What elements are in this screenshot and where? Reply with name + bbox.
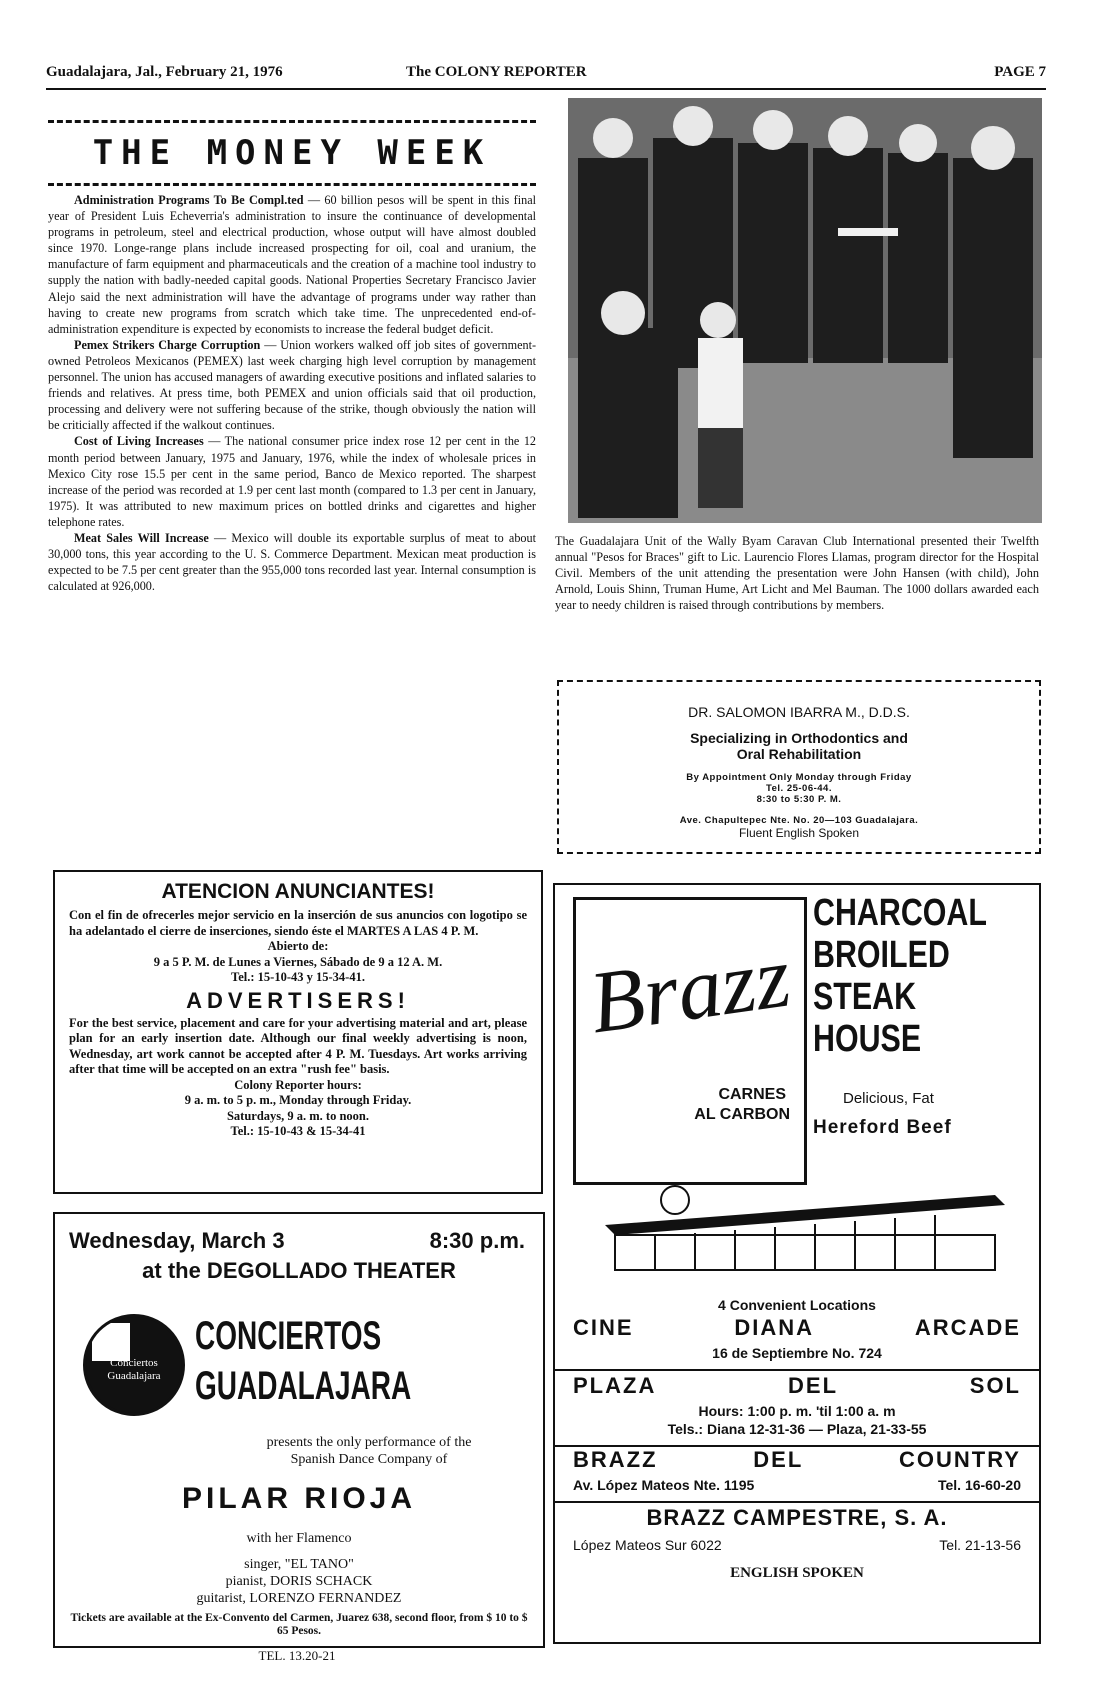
concert-org-line-1: CONCIERTOS bbox=[195, 1314, 382, 1358]
group-photo-illustration bbox=[568, 98, 1042, 523]
concert-singer: singer, "EL TANO" bbox=[244, 1557, 354, 1572]
brazz-plaza-tels: Tels.: Diana 12-31-36 — Plaza, 21-33-55 bbox=[667, 1421, 927, 1437]
brazz-location-plaza bbox=[555, 1373, 1039, 1399]
notice-title-es: ATENCION ANUNCIANTES! bbox=[161, 880, 435, 903]
money-week-text: — Mexico will double its exportable surplus of meat to about 30,000 tons, this year according to the U. S. Commerce Department. Mexican meat production is expected to be 7.5 per cent greater than the 955,000 tons recorded last year. Internal consumption is calculated at 926,000. bbox=[48, 530, 537, 594]
campestre-phone: Tel. 21-13-56 bbox=[939, 1537, 1021, 1553]
advertisers-notice bbox=[53, 870, 543, 1194]
money-week-text: — The national consumer price index rose 12 per cent in the 12 month period between January, 1975 and January, 1976, while the index of wholesale prices in Mexico City rose 15.5 per cent in the same period, Banco de Mexico reported. The sharpest increase of the period was recorded at 1.9 per cent last month (compared to 1.3 per cent in January, 1975). It was attributed to new maximum prices on bottled drinks and cigarettes and higher telephone rates. bbox=[48, 434, 537, 529]
concert-venue: at the DEGOLLADO THEATER bbox=[142, 1258, 456, 1283]
group-photo bbox=[568, 98, 1042, 523]
dentist-address: Ave. Chapultepec Nte. No. 20—103 Guadalajara. bbox=[679, 815, 919, 826]
notice-text-es: Con el fin de ofrecerles mejor servicio en la inserción de sus anuncios con logotipo se ha adelantado el cierre de inserciones, siendo éste el MARTES A LAS 4 P. M. bbox=[69, 908, 527, 938]
notice-title-en: ADVERTISERS! bbox=[186, 987, 410, 1013]
conciertos-logo-icon bbox=[83, 1314, 185, 1416]
notice-phone-es: Tel.: 15-10-43 y 15-34-41. bbox=[231, 970, 365, 984]
money-week-subhead: Cost of Living Increases bbox=[74, 434, 204, 449]
concert-time: 8:30 p.m. bbox=[429, 1228, 525, 1253]
location-word: CINE bbox=[573, 1315, 634, 1340]
brazz-tagline-2: Hereford Beef bbox=[813, 1117, 952, 1138]
notice-hours-saturday: Saturdays, 9 a. m. to noon. bbox=[226, 1108, 370, 1123]
dentist-appointment: By Appointment Only Monday through Friday bbox=[686, 772, 912, 783]
brazz-logo-icon bbox=[573, 897, 807, 1185]
location-word: BRAZZ bbox=[573, 1447, 658, 1472]
brazz-location-cine bbox=[555, 1315, 1039, 1341]
concert-guitarist: guitarist, LORENZO FERNANDEZ bbox=[196, 1591, 402, 1606]
country-phone: Tel. 16-60-20 bbox=[937, 1477, 1021, 1493]
money-week-article bbox=[48, 192, 536, 832]
location-word: SOL bbox=[969, 1373, 1021, 1398]
brazz-logo-sub-2: AL CARBON bbox=[694, 1106, 790, 1123]
money-week-text: — 60 billion pesos will be spent in this final year of President Luis Echeverria's administration to insure the continuance of developmental programs in petroleum, steel and electrical production, whose output will have almost doubled since 1970. Longe-range plans include increased prospecting for oil, coal and uranium, the manufacture of farm equipment and pharmaceuticals and the creation of a machine tool industry to supply the nation with badly-needed capital goods. National Properties Secretary Francisco Javier Alejo said the next administration will have the advantage of programs under way rather than having to create new programs from scratch which take time. The unprecedented end-of-administration expenditure is expected by economists to increase the federal budget deficit. bbox=[48, 193, 536, 336]
location-word: DEL bbox=[788, 1373, 839, 1398]
dentist-name: DR. SALOMON IBARRA M., D.D.S. bbox=[688, 704, 910, 720]
concert-date: Wednesday, March 3 bbox=[69, 1228, 285, 1253]
photo-caption: The Guadalajara Unit of the Wally Byam Caravan Club International presented their Twelfth annual "Pesos for Braces" gift to Lic. Laurencio Flores Llamas, program director for the Hospital Civil. Members of the unit attending the presentation were John Hansen (with child), John Arnold, Louis Shinn, Truman Hume, Art Licht and Mel Bauman. The 1000 dollars awarded each year to needy children is raised through contributions by members. bbox=[555, 534, 1039, 612]
location-word: COUNTRY bbox=[899, 1447, 1021, 1472]
location-word: PLAZA bbox=[573, 1373, 657, 1398]
notice-hours-es: 9 a 5 P. M. de Lunes a Viernes, Sábado de 9 a 12 A. M. bbox=[153, 954, 443, 969]
brazz-campestre: BRAZZ CAMPESTRE, S. A. bbox=[646, 1505, 948, 1530]
money-week-paragraph bbox=[48, 192, 536, 337]
concert-ad bbox=[53, 1212, 545, 1648]
logo-text-line-1: Conciertos bbox=[110, 1357, 158, 1369]
money-week-paragraph bbox=[48, 433, 536, 530]
money-week-subhead: Meat Sales Will Increase bbox=[74, 530, 209, 545]
masthead-dateline: Guadalajara, Jal., February 21, 1976 bbox=[46, 64, 283, 80]
brazz-cine-address: 16 de Septiembre No. 724 bbox=[712, 1345, 882, 1361]
brazz-headline-1: CHARCOAL bbox=[813, 892, 987, 934]
masthead-paper-name: The COLONY REPORTER bbox=[406, 64, 587, 80]
concert-presents-1: presents the only performance of the bbox=[266, 1435, 472, 1450]
dentist-hours: 8:30 to 5:30 P. M. bbox=[756, 794, 842, 805]
brazz-campestre-info bbox=[555, 1537, 1039, 1553]
brazz-ad bbox=[553, 883, 1041, 1644]
brazz-logo-name: Brazz bbox=[583, 928, 797, 1053]
country-address: Av. López Mateos Nte. 1195 bbox=[573, 1477, 755, 1493]
notice-hours-weekday: 9 a. m. to 5 p. m., Monday through Friday. bbox=[184, 1093, 412, 1107]
brazz-english-spoken: ENGLISH SPOKEN bbox=[730, 1565, 864, 1581]
dentist-phone: Tel. 25-06-44. bbox=[766, 783, 832, 794]
brazz-plaza-hours: Hours: 1:00 p. m. 'til 1:00 a. m bbox=[698, 1403, 896, 1419]
brazz-headline-2: BROILED bbox=[813, 934, 950, 976]
brazz-country-info bbox=[555, 1477, 1039, 1493]
money-week-subhead: Administration Programs To Be Compl.ted bbox=[74, 193, 304, 207]
location-word: ARCADE bbox=[914, 1315, 1021, 1340]
notice-hours-title: Colony Reporter hours: bbox=[234, 1077, 362, 1092]
money-week-title: THE MONEY WEEK bbox=[48, 120, 536, 186]
masthead-page-number: PAGE 7 bbox=[994, 64, 1046, 80]
money-week-paragraph bbox=[48, 530, 536, 594]
dentist-ad bbox=[557, 680, 1041, 854]
brazz-headline-4: HOUSE bbox=[813, 1018, 922, 1060]
masthead bbox=[46, 60, 1046, 90]
concert-tickets: Tickets are available at the Ex-Convento del Carmen, Juarez 638, second floor, from $ 10 to $ 65 Pesos. bbox=[70, 1612, 528, 1637]
brazz-tagline-1: Delicious, Fat bbox=[843, 1090, 934, 1107]
money-week-text: — Union workers walked off job sites of government-owned Petroleos Mexicanos (PEMEX) last week charging high level corruption by management personnel. The union has accused managers of awarding executive positions and inflated salaries to friends and relatives. At press time, both PEMEX and union officials said that oil production, processing and delivery were not suffering because of the strike, though obviously the nation will be criticially affected if the walkout continues. bbox=[48, 337, 537, 433]
dentist-language: Fluent English Spoken bbox=[738, 826, 860, 840]
campestre-address: López Mateos Sur 6022 bbox=[573, 1537, 722, 1553]
concert-pianist: pianist, DORIS SCHACK bbox=[225, 1574, 373, 1589]
dentist-specialty: Specializing in Orthodontics and bbox=[690, 730, 908, 746]
brazz-logo-sub-1: CARNES bbox=[718, 1086, 786, 1103]
money-week-subhead: Pemex Strikers Charge Corruption bbox=[74, 337, 261, 352]
notice-phone-en: Tel.: 15-10-43 & 15-34-41 bbox=[230, 1124, 366, 1138]
brazz-location-country bbox=[555, 1447, 1039, 1473]
money-week-paragraph bbox=[48, 337, 536, 434]
restaurant-building-icon bbox=[595, 1185, 1015, 1275]
notice-text-en: For the best service, placement and care for your advertising material and art, please plan for an early insertion date. Although our final weekly advertising is noon, Wednesday, art work cannot be accepted after 4 P. M. Tuesdays. Art works arriving after that time will be accepted on an extra "rush fee" basis. bbox=[69, 1015, 527, 1076]
logo-text-line-2: Guadalajara bbox=[107, 1370, 161, 1382]
brazz-locations-title: 4 Convenient Locations bbox=[718, 1297, 876, 1313]
concert-org-line-2: GUADALAJARA bbox=[195, 1364, 412, 1408]
location-word: DEL bbox=[753, 1447, 804, 1472]
location-word: DIANA bbox=[734, 1315, 815, 1340]
brazz-headline-3: STEAK bbox=[813, 976, 917, 1018]
concert-phone: TEL. 13.20-21 bbox=[258, 1648, 336, 1663]
concert-with: with her Flamenco bbox=[246, 1531, 352, 1546]
notice-open-es: Abierto de: bbox=[267, 939, 329, 953]
dentist-specialty-2: Oral Rehabilitation bbox=[736, 746, 862, 762]
concert-artist: PILAR RIOJA bbox=[181, 1482, 417, 1515]
concert-presents-2: Spanish Dance Company of bbox=[290, 1452, 448, 1467]
